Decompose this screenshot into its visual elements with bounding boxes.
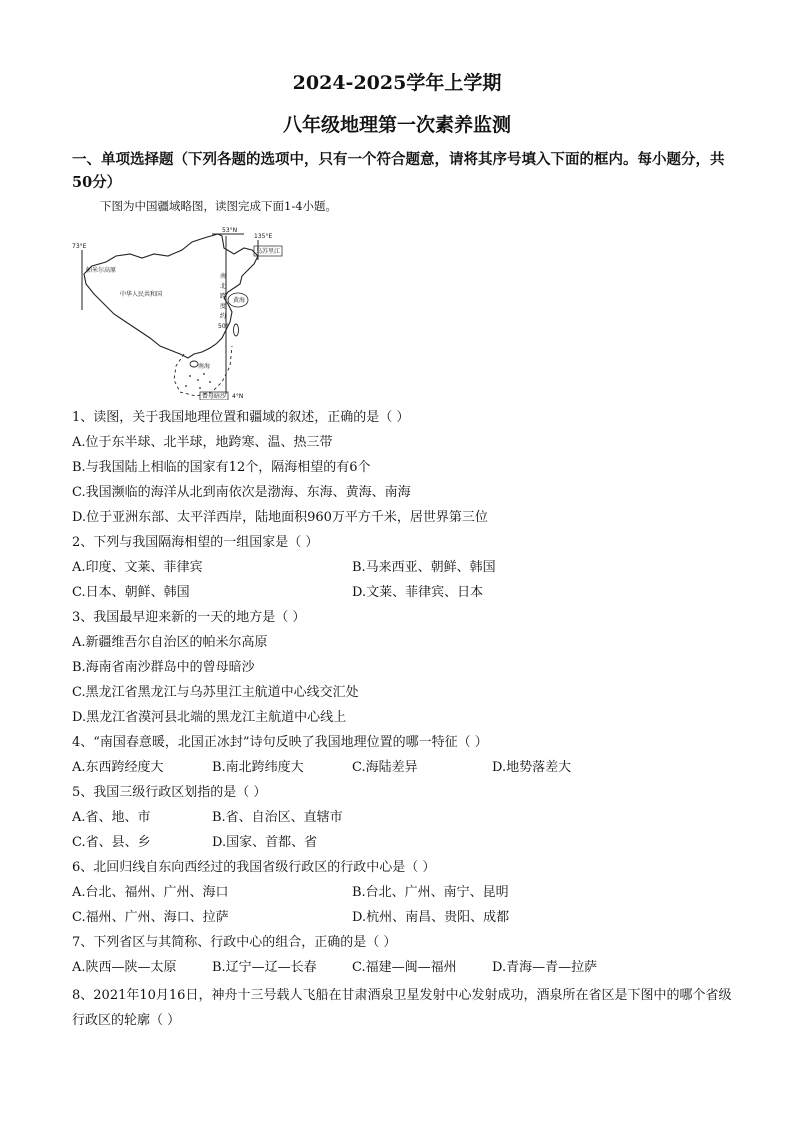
q2-option-a[interactable]: A.印度、文莱、菲律宾	[72, 560, 203, 575]
q3-option-c[interactable]: C.黑龙江省黑龙江与乌苏里江主航道中心线交汇处	[72, 685, 359, 700]
question-6-stem: 6、北回归线自东向西经过的我国省级行政区的行政中心是（ ）	[72, 860, 436, 875]
label-yellow-sea: 黄海	[233, 297, 246, 304]
label-south-sea: 南海	[198, 363, 211, 370]
label-zengmu: 曾母暗沙	[202, 393, 227, 400]
q3-option-b[interactable]: B.海南省南沙群岛中的曾母暗沙	[72, 660, 255, 675]
label-ns-3: 跨	[220, 293, 227, 300]
label-ns-5: 约	[220, 313, 227, 320]
section-heading: 一、单项选择题（下列各题的选项中，只有一个符合题意，请将其序号填入下面的框内。每小题分，共50分）	[72, 151, 725, 191]
label-4n: 4°N	[232, 393, 244, 400]
q3-option-d[interactable]: D.黑龙江省漠河县北端的黑龙江主航道中心线上	[72, 710, 347, 725]
label-53n: 53°N	[222, 227, 238, 234]
label-ns-4: 度	[220, 303, 227, 310]
exam-title: 2024-2025学年上学期	[292, 72, 502, 94]
question-3-stem: 3、我国最早迎来新的一天的地方是（ ）	[72, 610, 306, 625]
q4-option-d[interactable]: D.地势落差大	[492, 760, 572, 775]
q4-option-a[interactable]: A.东西跨经度大	[72, 760, 164, 775]
question-5-stem: 5、我国三级行政区划指的是（ ）	[72, 785, 267, 800]
q7-option-d[interactable]: D.青海—青—拉萨	[492, 960, 598, 975]
q1-option-c[interactable]: C.我国濒临的海洋从北到南依次是渤海、东海、黄海、南海	[72, 485, 411, 500]
label-ns-6: 50°	[218, 323, 229, 330]
q3-option-a[interactable]: A.新疆维吾尔自治区的帕米尔高原	[72, 635, 268, 650]
question-2-stem: 2、下列与我国隔海相望的一组国家是（ ）	[72, 535, 319, 550]
q6-option-b[interactable]: B.台北、广州、南宁、昆明	[352, 885, 509, 900]
q6-option-d[interactable]: D.杭州、南昌、贵阳、成都	[352, 910, 510, 925]
q5-option-c[interactable]: C.省、县、乡	[72, 835, 151, 850]
exam-subtitle: 八年级地理第一次素养监测	[282, 114, 511, 136]
china-outline	[84, 234, 258, 358]
question-4-stem: 4、“南国春意暖，北国正冰封”诗句反映了我国地理位置的哪一特征（ ）	[72, 735, 488, 750]
south-sea-islands	[185, 373, 211, 389]
q5-option-d[interactable]: D.国家、首都、省	[212, 835, 318, 850]
map-intro: 下图为中国疆域略图，读图完成下面1-4小题。	[100, 199, 338, 213]
hainan-island	[190, 361, 198, 367]
q1-option-a[interactable]: A.位于东半球、北半球，地跨寒、温、热三带	[72, 435, 333, 450]
question-1-stem: 1、读图，关于我国地理位置和疆域的叙述，正确的是（ ）	[72, 410, 410, 425]
label-wusuli: 乌苏里江	[256, 248, 281, 255]
label-135e: 135°E	[254, 233, 273, 240]
china-territory-map	[72, 226, 284, 400]
q1-option-b[interactable]: B.与我国陆上相临的国家有12个，隔海相望的有6个	[72, 460, 371, 475]
label-country: 中华人民共和国	[120, 291, 163, 298]
label-ns-1: 南	[220, 273, 227, 280]
label-73e: 73°E	[72, 243, 87, 250]
south-sea-boundary	[174, 346, 232, 396]
taiwan-island	[234, 324, 239, 336]
q6-option-c[interactable]: C.福州、广州、海口、拉萨	[72, 910, 229, 925]
q2-option-b[interactable]: B.马来西亚、朝鲜、韩国	[352, 560, 496, 575]
question-7-stem: 7、下列省区与其简称、行政中心的组合，正确的是（ ）	[72, 935, 397, 950]
q7-option-c[interactable]: C.福建—闽—福州	[352, 960, 457, 975]
question-8-stem: 8、2021年10月16日，神舟十三号载人飞船在甘肃酒泉卫星发射中心发射成功，酒泉所在省区是下图中的哪个省级行政区的轮廓（ ）	[72, 988, 732, 1028]
q7-option-a[interactable]: A.陕西—陕—太原	[72, 960, 177, 975]
label-pamir: 帕米尔高原	[86, 267, 117, 274]
label-ns-2: 北	[220, 283, 227, 290]
q2-option-c[interactable]: C.日本、朝鲜、韩国	[72, 585, 190, 600]
q7-option-b[interactable]: B.辽宁—辽—长春	[212, 960, 317, 975]
q2-option-d[interactable]: D.文莱、菲律宾、日本	[352, 585, 484, 600]
q5-option-b[interactable]: B.省、自治区、直辖市	[212, 810, 343, 825]
q6-option-a[interactable]: A.台北、福州、广州、海口	[72, 885, 229, 900]
q4-option-b[interactable]: B.南北跨纬度大	[212, 760, 304, 775]
q5-option-a[interactable]: A.省、地、市	[72, 810, 151, 825]
q4-option-c[interactable]: C.海陆差异	[352, 760, 418, 775]
q1-option-d[interactable]: D.位于亚洲东部、太平洋西岸，陆地面积960万平方千米，居世界第三位	[72, 510, 488, 525]
